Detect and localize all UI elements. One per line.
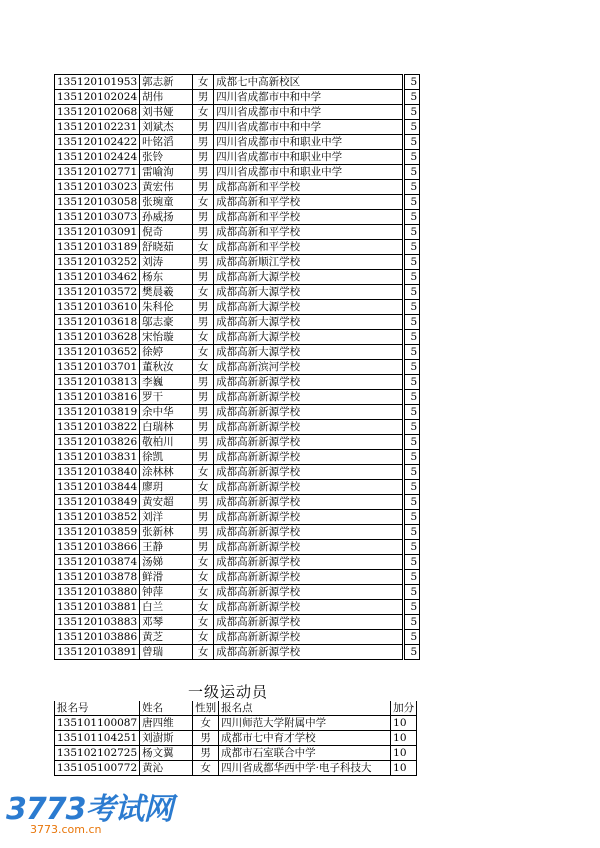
table-row <box>55 731 417 746</box>
table-row <box>55 330 420 345</box>
cell-name: 郭志新 <box>140 75 193 90</box>
table-row <box>55 225 420 240</box>
cell-id: 135120103462 <box>55 270 140 285</box>
table-row <box>55 300 420 315</box>
cell-id: 135120103881 <box>55 600 140 615</box>
logo-text: 考试网 <box>85 792 173 827</box>
logo-number: 3773 <box>6 792 86 827</box>
table-row <box>55 270 420 285</box>
cell-name: 张琬童 <box>140 195 193 210</box>
cell-id: 135120103628 <box>55 330 140 345</box>
table-row <box>55 150 420 165</box>
table-row <box>55 555 420 570</box>
table-row <box>55 375 420 390</box>
table-row <box>55 195 420 210</box>
cell-school: 四川省成都华西中学·电子科技大 <box>219 761 391 776</box>
cell-sex: 女 <box>193 480 214 495</box>
cell-school: 成都市石室联合中学 <box>219 746 391 761</box>
cell-name: 胡伟 <box>140 90 193 105</box>
cell-school: 成都高新新源学校 <box>214 630 403 645</box>
cell-sex: 女 <box>193 360 214 375</box>
cell-school: 四川省成都市中和职业中学 <box>214 150 403 165</box>
cell-sex: 女 <box>193 345 214 360</box>
cell-points: 5 <box>405 585 420 600</box>
cell-points: 5 <box>405 510 420 525</box>
cell-points: 5 <box>405 135 420 150</box>
cell-sex: 女 <box>193 285 214 300</box>
cell-school: 成都高新新源学校 <box>214 495 403 510</box>
cell-name: 樊晨羲 <box>140 285 193 300</box>
cell-school: 成都高新新源学校 <box>214 525 403 540</box>
header-sex: 性别 <box>193 701 219 716</box>
header-id: 报名号 <box>55 701 140 716</box>
cell-sex: 男 <box>193 510 214 525</box>
cell-school: 成都高新新源学校 <box>214 450 403 465</box>
table-row <box>55 645 420 660</box>
cell-school: 成都高新和平学校 <box>214 210 403 225</box>
cell-points: 5 <box>405 375 420 390</box>
cell-name: 邬志豪 <box>140 315 193 330</box>
cell-points: 5 <box>405 600 420 615</box>
cell-name: 敬柏川 <box>140 435 193 450</box>
cell-points: 5 <box>405 645 420 660</box>
cell-school: 成都高新大源学校 <box>214 330 403 345</box>
cell-school: 成都市七中育才学校 <box>219 731 391 746</box>
cell-points: 5 <box>405 300 420 315</box>
cell-id: 135120103849 <box>55 495 140 510</box>
table-row <box>55 420 420 435</box>
cell-school: 成都高新和平学校 <box>214 240 403 255</box>
cell-id: 135120103852 <box>55 510 140 525</box>
cell-points: 5 <box>405 540 420 555</box>
cell-id: 135105100772 <box>55 761 140 776</box>
table-row <box>55 716 417 731</box>
cell-id: 135101100087 <box>55 716 140 731</box>
cell-points: 5 <box>405 525 420 540</box>
table-row <box>55 761 417 776</box>
cell-id: 135120102422 <box>55 135 140 150</box>
table-row <box>55 540 420 555</box>
cell-id: 135120103618 <box>55 315 140 330</box>
header-school: 报名点 <box>219 701 391 716</box>
cell-name: 刘斌杰 <box>140 120 193 135</box>
cell-name: 张铃 <box>140 150 193 165</box>
cell-sex: 男 <box>193 225 214 240</box>
cell-id: 135120103701 <box>55 360 140 375</box>
table-row <box>55 405 420 420</box>
table-row <box>55 390 420 405</box>
cell-sex: 男 <box>193 525 214 540</box>
cell-school: 成都高新滨河学校 <box>214 360 403 375</box>
cell-points: 5 <box>405 240 420 255</box>
cell-name: 徐婷 <box>140 345 193 360</box>
table-row <box>55 75 420 90</box>
cell-sex: 女 <box>193 761 219 776</box>
cell-name: 曾瑞 <box>140 645 193 660</box>
cell-name: 叶铭滔 <box>140 135 193 150</box>
cell-id: 135120103831 <box>55 450 140 465</box>
cell-points: 5 <box>405 210 420 225</box>
cell-school: 成都七中高新校区 <box>214 75 403 90</box>
cell-school: 成都高新和平学校 <box>214 225 403 240</box>
cell-points: 5 <box>405 225 420 240</box>
table-row <box>55 450 420 465</box>
cell-name: 舒晓茹 <box>140 240 193 255</box>
table-row <box>55 240 420 255</box>
cell-school: 成都高新和平学校 <box>214 180 403 195</box>
cell-name: 孙威扬 <box>140 210 193 225</box>
cell-points: 5 <box>405 390 420 405</box>
cell-name: 刘洋 <box>140 510 193 525</box>
table-row <box>55 120 420 135</box>
table-row <box>55 495 420 510</box>
cell-sex: 男 <box>193 210 214 225</box>
cell-school: 成都高新新源学校 <box>214 480 403 495</box>
cell-sex: 女 <box>193 630 214 645</box>
cell-sex: 男 <box>193 315 214 330</box>
cell-school: 成都高新新源学校 <box>214 570 403 585</box>
cell-id: 135120102068 <box>55 105 140 120</box>
cell-points: 5 <box>405 330 420 345</box>
cell-sex: 女 <box>193 330 214 345</box>
section-title: 一级运动员 <box>188 683 269 701</box>
cell-school: 成都高新新源学校 <box>214 420 403 435</box>
table-row <box>55 90 420 105</box>
cell-school: 四川省成都市中和中学 <box>214 105 403 120</box>
cell-id: 135120102231 <box>55 120 140 135</box>
cell-id: 135120102771 <box>55 165 140 180</box>
cell-sex: 男 <box>193 120 214 135</box>
cell-points: 5 <box>405 270 420 285</box>
cell-points: 10 <box>391 746 417 761</box>
table-row <box>55 746 417 761</box>
cell-sex: 男 <box>193 390 214 405</box>
cell-points: 5 <box>405 555 420 570</box>
cell-points: 5 <box>405 405 420 420</box>
cell-school: 成都高新新源学校 <box>214 375 403 390</box>
cell-name: 邓琴 <box>140 615 193 630</box>
cell-name: 钟萍 <box>140 585 193 600</box>
cell-sex: 男 <box>193 150 214 165</box>
cell-id: 135101104251 <box>55 731 140 746</box>
table-row <box>55 135 420 150</box>
table-row <box>55 165 420 180</box>
cell-sex: 女 <box>193 555 214 570</box>
cell-name: 李巍 <box>140 375 193 390</box>
cell-points: 5 <box>405 615 420 630</box>
table-row <box>55 570 420 585</box>
cell-points: 5 <box>405 150 420 165</box>
cell-points: 5 <box>405 450 420 465</box>
cell-id: 135102102725 <box>55 746 140 761</box>
cell-school: 成都高新顺江学校 <box>214 255 403 270</box>
header-points: 加分 <box>391 701 417 716</box>
cell-name: 黄安超 <box>140 495 193 510</box>
cell-id: 135120103886 <box>55 630 140 645</box>
cell-school: 成都高新大源学校 <box>214 285 403 300</box>
cell-sex: 男 <box>193 180 214 195</box>
cell-name: 刘涛 <box>140 255 193 270</box>
table-row <box>55 525 420 540</box>
cell-school: 成都高新大源学校 <box>214 300 403 315</box>
table-row <box>55 510 420 525</box>
cell-sex: 男 <box>193 746 219 761</box>
cell-id: 135120103874 <box>55 555 140 570</box>
cell-sex: 男 <box>193 420 214 435</box>
cell-points: 5 <box>405 315 420 330</box>
cell-id: 135120103826 <box>55 435 140 450</box>
cell-id: 135120103891 <box>55 645 140 660</box>
cell-points: 5 <box>405 345 420 360</box>
athlete-table <box>54 701 417 776</box>
cell-id: 135120103816 <box>55 390 140 405</box>
cell-sex: 女 <box>193 75 214 90</box>
table-row <box>55 465 420 480</box>
cell-name: 涂林林 <box>140 465 193 480</box>
cell-sex: 女 <box>193 615 214 630</box>
cell-points: 5 <box>405 465 420 480</box>
cell-school: 四川省成都市中和职业中学 <box>214 135 403 150</box>
cell-school: 成都高新和平学校 <box>214 195 403 210</box>
cell-sex: 男 <box>193 300 214 315</box>
cell-name: 杨文翼 <box>140 746 193 761</box>
cell-id: 135120103859 <box>55 525 140 540</box>
cell-points: 5 <box>405 180 420 195</box>
cell-school: 成都高新新源学校 <box>214 435 403 450</box>
table-row <box>55 105 420 120</box>
cell-name: 张新林 <box>140 525 193 540</box>
cell-school: 四川省成都市中和职业中学 <box>214 165 403 180</box>
cell-sex: 男 <box>193 495 214 510</box>
header-name: 姓名 <box>140 701 193 716</box>
table-row <box>55 180 420 195</box>
cell-school: 成都高新新源学校 <box>214 390 403 405</box>
cell-sex: 女 <box>193 195 214 210</box>
cell-id: 135120103819 <box>55 405 140 420</box>
table-header-row <box>55 701 417 716</box>
cell-points: 5 <box>405 630 420 645</box>
cell-sex: 男 <box>193 255 214 270</box>
cell-school: 四川师范大学附属中学 <box>219 716 391 731</box>
cell-name: 廖玥 <box>140 480 193 495</box>
cell-name: 倪奇 <box>140 225 193 240</box>
cell-points: 5 <box>405 285 420 300</box>
cell-points: 5 <box>405 435 420 450</box>
cell-id: 135120103189 <box>55 240 140 255</box>
cell-sex: 女 <box>193 645 214 660</box>
table-row <box>55 435 420 450</box>
cell-id: 135120103883 <box>55 615 140 630</box>
cell-school: 成都高新新源学校 <box>214 555 403 570</box>
cell-school: 成都高新新源学校 <box>214 645 403 660</box>
cell-school: 成都高新新源学校 <box>214 510 403 525</box>
cell-school: 四川省成都市中和中学 <box>214 90 403 105</box>
cell-school: 成都高新新源学校 <box>214 405 403 420</box>
cell-name: 白瑞林 <box>140 420 193 435</box>
cell-name: 董秋汝 <box>140 360 193 375</box>
cell-name: 余中华 <box>140 405 193 420</box>
cell-points: 5 <box>405 105 420 120</box>
cell-sex: 男 <box>193 450 214 465</box>
cell-points: 10 <box>391 716 417 731</box>
cell-id: 135120103878 <box>55 570 140 585</box>
cell-name: 汤娣 <box>140 555 193 570</box>
cell-points: 5 <box>405 120 420 135</box>
cell-id: 135120102024 <box>55 90 140 105</box>
cell-school: 成都高新新源学校 <box>214 585 403 600</box>
cell-points: 5 <box>405 360 420 375</box>
table-row <box>55 210 420 225</box>
cell-school: 成都高新新源学校 <box>214 540 403 555</box>
cell-id: 135120103058 <box>55 195 140 210</box>
cell-id: 135120103073 <box>55 210 140 225</box>
cell-points: 5 <box>405 195 420 210</box>
cell-sex: 女 <box>193 585 214 600</box>
table-row <box>55 615 420 630</box>
table-row <box>55 345 420 360</box>
cell-school: 成都高新新源学校 <box>214 465 403 480</box>
cell-id: 135120103572 <box>55 285 140 300</box>
cell-school: 四川省成都市中和中学 <box>214 120 403 135</box>
cell-sex: 男 <box>193 540 214 555</box>
cell-id: 135120103652 <box>55 345 140 360</box>
cell-points: 10 <box>391 731 417 746</box>
site-url: 3773.com.cn <box>30 823 102 836</box>
cell-school: 成都高新新源学校 <box>214 615 403 630</box>
cell-school: 成都高新新源学校 <box>214 600 403 615</box>
cell-points: 5 <box>405 255 420 270</box>
cell-school: 成都高新大源学校 <box>214 270 403 285</box>
cell-id: 135120102424 <box>55 150 140 165</box>
cell-id: 135120103880 <box>55 585 140 600</box>
cell-sex: 女 <box>193 570 214 585</box>
cell-name: 宋怡璇 <box>140 330 193 345</box>
cell-name: 王静 <box>140 540 193 555</box>
cell-name: 雷喻洵 <box>140 165 193 180</box>
cell-id: 135120103866 <box>55 540 140 555</box>
cell-sex: 女 <box>193 465 214 480</box>
cell-sex: 男 <box>193 90 214 105</box>
cell-points: 5 <box>405 75 420 90</box>
cell-id: 135120103813 <box>55 375 140 390</box>
cell-sex: 男 <box>193 270 214 285</box>
cell-points: 5 <box>405 90 420 105</box>
cell-id: 135120103822 <box>55 420 140 435</box>
cell-name: 朱科伦 <box>140 300 193 315</box>
cell-id: 135120103610 <box>55 300 140 315</box>
cell-sex: 男 <box>193 375 214 390</box>
cell-points: 5 <box>405 480 420 495</box>
table-row <box>55 315 420 330</box>
table-row <box>55 285 420 300</box>
site-logo <box>6 784 173 828</box>
cell-sex: 男 <box>193 405 214 420</box>
cell-id: 135120101953 <box>55 75 140 90</box>
cell-name: 白兰 <box>140 600 193 615</box>
cell-id: 135120103844 <box>55 480 140 495</box>
table-row <box>55 360 420 375</box>
cell-points: 5 <box>405 495 420 510</box>
cell-name: 刘书娅 <box>140 105 193 120</box>
cell-points: 5 <box>405 570 420 585</box>
cell-name: 罗干 <box>140 390 193 405</box>
cell-points: 10 <box>391 761 417 776</box>
cell-name: 唐四维 <box>140 716 193 731</box>
cell-sex: 女 <box>193 105 214 120</box>
cell-name: 刘澍斯 <box>140 731 193 746</box>
cell-name: 黄沁 <box>140 761 193 776</box>
cell-school: 成都高新大源学校 <box>214 345 403 360</box>
table-row <box>55 480 420 495</box>
cell-sex: 男 <box>193 165 214 180</box>
cell-sex: 男 <box>193 731 219 746</box>
cell-points: 5 <box>405 165 420 180</box>
table-row <box>55 255 420 270</box>
cell-name: 杨东 <box>140 270 193 285</box>
cell-points: 5 <box>405 420 420 435</box>
cell-id: 135120103091 <box>55 225 140 240</box>
cell-sex: 女 <box>193 716 219 731</box>
cell-id: 135120103252 <box>55 255 140 270</box>
cell-name: 黄宏伟 <box>140 180 193 195</box>
cell-school: 成都高新大源学校 <box>214 315 403 330</box>
table-row <box>55 630 420 645</box>
cell-sex: 男 <box>193 135 214 150</box>
cell-sex: 男 <box>193 435 214 450</box>
cell-sex: 女 <box>193 600 214 615</box>
cell-name: 徐凯 <box>140 450 193 465</box>
cell-name: 黄芝 <box>140 630 193 645</box>
cell-id: 135120103840 <box>55 465 140 480</box>
cell-id: 135120103023 <box>55 180 140 195</box>
table-row <box>55 585 420 600</box>
cell-sex: 女 <box>193 240 214 255</box>
table-row <box>55 600 420 615</box>
cell-name: 鲜滑 <box>140 570 193 585</box>
candidate-table <box>54 74 420 660</box>
